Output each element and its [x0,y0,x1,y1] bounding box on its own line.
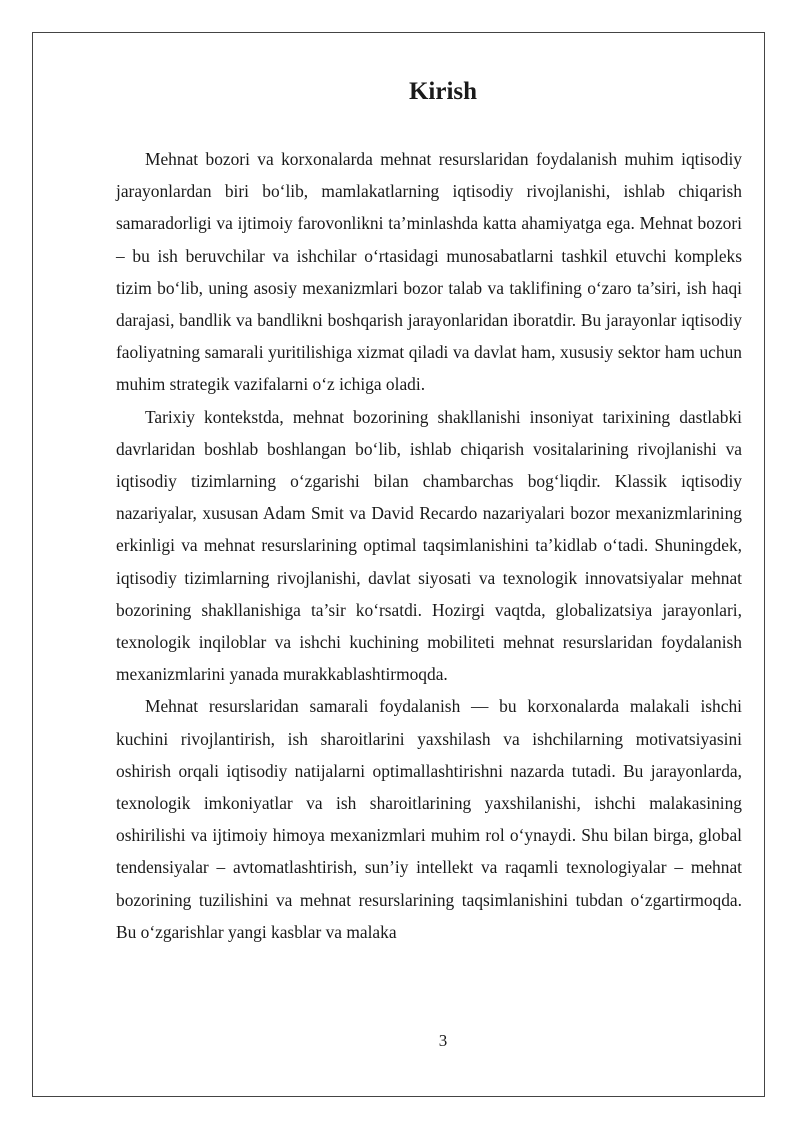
page-title: Kirish [408,78,478,105]
body-text [116,143,742,948]
paragraph-2: Tarixiy kontekstda, mehnat bozorining shakllanishi insoniyat tarixining dastlabki davrlaridan boshlab boshlangan bo‘lib, ishlab chiqarish vositalarining rivojlanishi va iqtisodiy tizimlarning o‘zgarishi bilan chambarchas bog‘liqdir. Klassik iqtisodiy nazariyalar, xususan Adam Smit va David Recardo nazariyalari bozor mexanizmlarining erkinligi va mehnat resurslarining optimal taqsimlanishini ta’kidlab o‘tadi. Shuningdek, iqtisodiy tizimlarning rivojlanishi, davlat siyosati va texnologik innovatsiyalar mehnat bozorining shakllanishiga ta’sir ko‘rsatdi. Hozirgi vaqtda, globalizatsiya jarayonlari, texnologik inqiloblar va ishchi kuchining mobiliteti mehnat resurslaridan foydalanish mexanizmlarini yanada murakkablashtirmoqda. [116,406,742,685]
paragraph-3: Mehnat resurslaridan samarali foydalanish — bu korxonalarda malakali ishchi kuchini rivojlantirish, ish sharoitlarini yaxshilash va ishchilarning motivatsiyasini oshirish orqali iqtisodiy natijalarni optimallashtirishni nazarda tutadi. Bu jarayonlarda, texnologik imkoniyatlar va ish sharoitlarining yaxshilanishi, ishchi malakasining oshirilishi va ijtimoiy himoya mexanizmlari muhim rol o‘ynaydi. Shu bilan birga, global tendensiyalar – avtomatlashtirish, sun’iy intellekt va raqamli texnologiyalar – mehnat bozorining tuzilishini va mehnat resurslarining taqsimlanishini tubdan o‘zgartirmoqda. Bu o‘zgarishlar yangi kasblar va malaka [116,696,742,942]
page-number: 3 [438,1031,448,1050]
paragraph-1: Mehnat bozori va korxonalarda mehnat resurslaridan foydalanish muhim iqtisodiy jarayonlardan biri bo‘lib, mamlakatlarning iqtisodiy rivojlanishi, ishlab chiqarish samaradorligi va ijtimoiy farovonlikni ta’minlashda katta ahamiyatga ega. Mehnat bozori – bu ish beruvchilar va ishchilar o‘rtasidagi munosabatlarni tashkil etuvchi kompleks tizim bo‘lib, uning asosiy mexanizmlari bozor talab va taklifining o‘zaro ta’siri, ish haqi darajasi, bandlik va bandlikni boshqarish jarayonlaridan iboratdir. Bu jarayonlar iqtisodiy faoliyatning samarali yuritilishiga xizmat qiladi va davlat ham, xususiy sektor ham uchun muhim strategik vazifalarni o‘z ichiga oladi. [116,149,742,395]
